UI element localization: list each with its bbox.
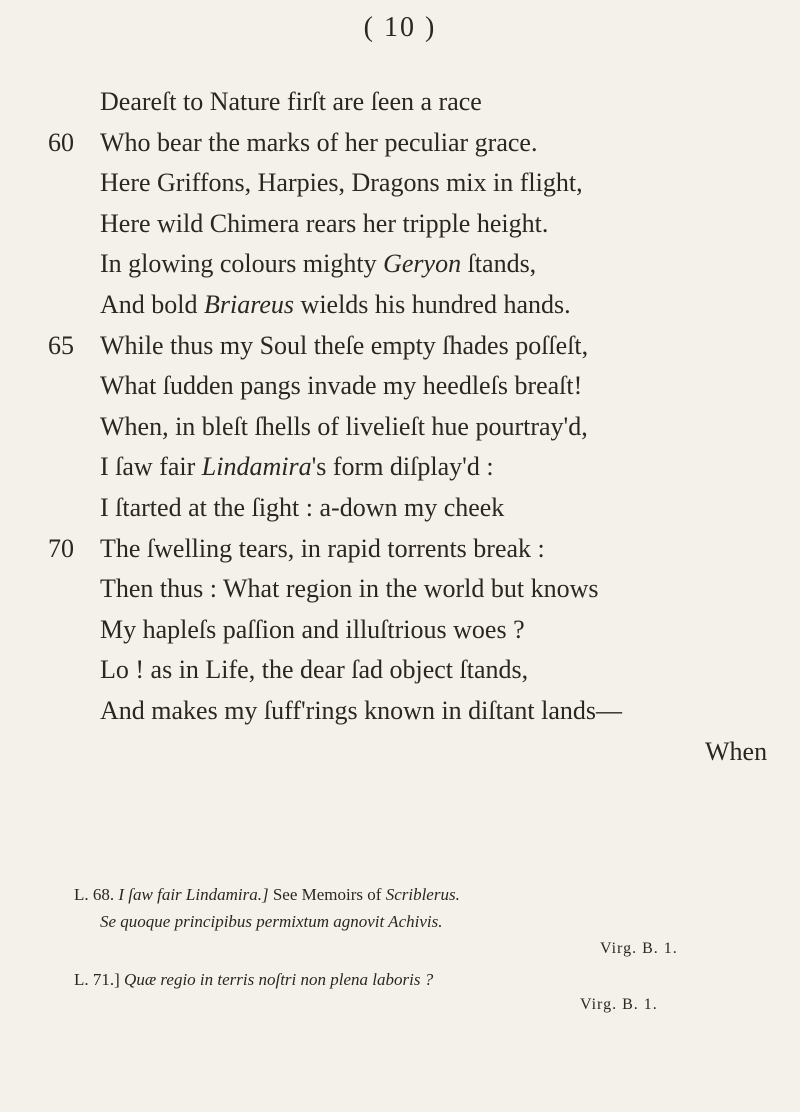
- verse-line: [100, 572, 599, 606]
- verse-italic-text: Lindamira: [201, 452, 312, 481]
- footnote-2-label: L. 71.]: [74, 970, 120, 989]
- footnote-1-quote: [100, 910, 442, 934]
- verse-text: Lo ! as in Life, the dear ſad object ſtands,: [100, 655, 529, 684]
- verse-text: What ſudden pangs invade my heedleſs breaſt!: [100, 371, 583, 400]
- footnote-2-quote: Quæ regio in terris noſtri non plena laboris ?: [124, 970, 434, 989]
- verse-text: I ſtarted at the ſight : a-down my cheek: [100, 493, 505, 522]
- verse-text: In glowing colours mighty: [100, 249, 384, 278]
- verse-text: Who bear the marks of her peculiar grace.: [100, 128, 538, 157]
- line-number: 70: [48, 534, 74, 563]
- footnote-1-comment: See Memoirs of: [272, 885, 386, 904]
- verse-text: My hapleſs paſſion and illuſtrious woes ?: [100, 615, 525, 644]
- verse-line: [100, 85, 482, 119]
- footnote-1-label: L. 68.: [74, 885, 115, 904]
- verse-line: [100, 166, 583, 200]
- verse-text: Here wild Chimera rears her tripple height.: [100, 209, 549, 238]
- verse-line: [100, 532, 545, 566]
- verse-text: ſtands,: [461, 249, 537, 278]
- footnote-1-comment-italic: Scriblerus.: [385, 885, 460, 904]
- footnote-1: [74, 883, 460, 907]
- verse-text: wields his hundred hands.: [294, 290, 571, 319]
- verse-text: While thus my Soul theſe empty ſhades poſſeſt,: [100, 331, 589, 360]
- line-number: 65: [48, 331, 74, 360]
- footnote-1-quote-text: Se quoque principibus permixtum agnovit Achivis.: [100, 912, 443, 931]
- verse-line: [100, 329, 588, 363]
- verse-text: Deareſt to Nature firſt are ſeen a race: [100, 87, 482, 116]
- verse-line: [100, 491, 504, 525]
- footnote-1-source: Virg. B. 1.: [600, 940, 678, 957]
- verse-line: [100, 694, 622, 728]
- catchword: When: [705, 737, 768, 766]
- verse-text: 's form diſplay'd :: [311, 452, 494, 481]
- verse-line: [100, 653, 528, 687]
- verse-text: I ſaw fair: [100, 452, 202, 481]
- verse-italic-text: Geryon: [383, 249, 462, 278]
- verse-text: When, in bleſt ſhells of livelieſt hue pourtray'd,: [100, 412, 588, 441]
- verse-line: [100, 450, 494, 484]
- footnote-1-lemma: I ſaw fair Lindamira.]: [118, 885, 269, 904]
- verse-text: And bold: [100, 290, 204, 319]
- page-number: ( 10 ): [363, 12, 437, 43]
- footnote-2: [74, 968, 433, 992]
- footnote-2-source: Virg. B. 1.: [580, 996, 658, 1013]
- verse-italic-text: Briareus: [204, 290, 295, 319]
- verse-text: Here Griffons, Harpies, Dragons mix in flight,: [100, 168, 583, 197]
- verse-line: [100, 288, 571, 322]
- verse-line: [100, 410, 588, 444]
- verse-line: [100, 126, 537, 160]
- verse-line: [100, 207, 548, 241]
- line-number: 60: [48, 128, 74, 157]
- verse-line: [100, 613, 525, 647]
- verse-line: [100, 247, 536, 281]
- verse-text: Then thus : What region in the world but knows: [100, 574, 599, 603]
- verse-text: And makes my ſuff'rings known in diſtant lands—: [100, 696, 622, 725]
- verse-line: [100, 369, 582, 403]
- verse-text: The ſwelling tears, in rapid torrents break :: [100, 534, 545, 563]
